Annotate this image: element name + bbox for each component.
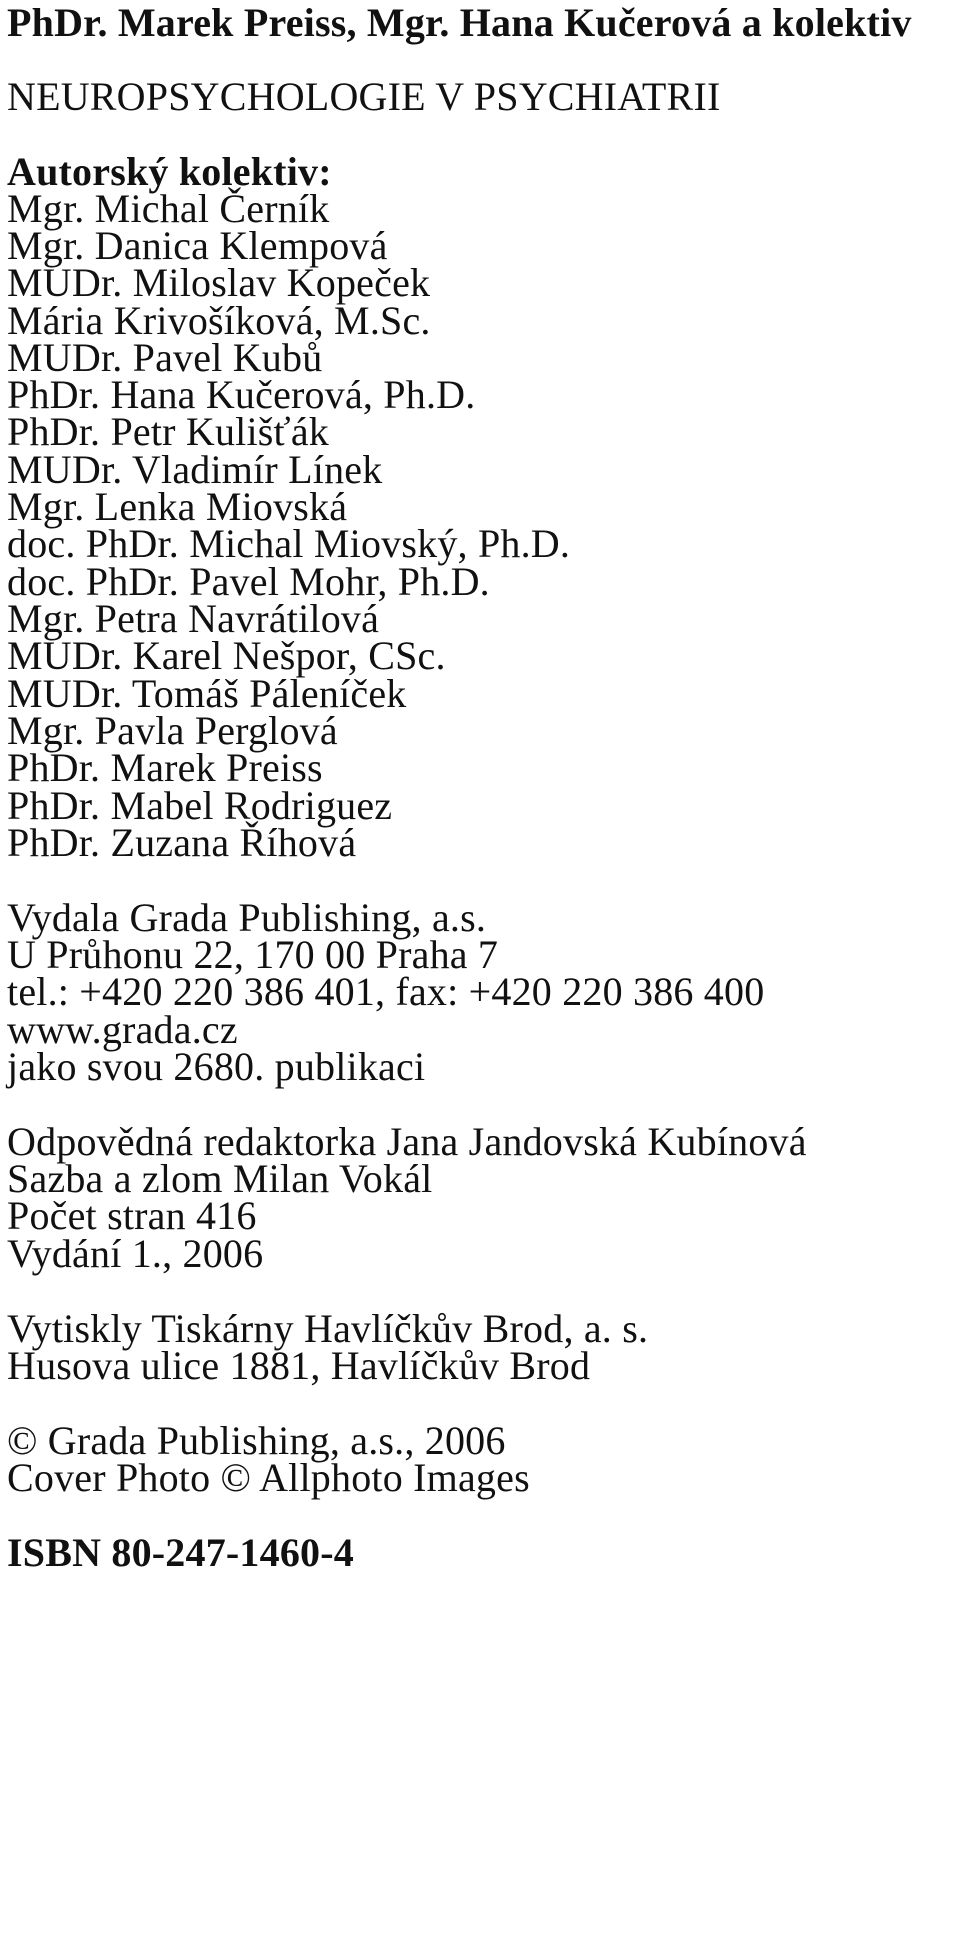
author-team-member: PhDr. Mabel Rodriguez (7, 783, 393, 828)
author-team-member: doc. PhDr. Michal Miovský, Ph.D. (7, 521, 571, 566)
author-team-member: Mgr. Danica Klempová (7, 223, 388, 268)
author-team-member: PhDr. Hana Kučerová, Ph.D. (7, 372, 476, 417)
publisher-copyright: © Grada Publishing, a.s., 2006 (7, 1418, 506, 1463)
author-team-member: doc. PhDr. Pavel Mohr, Ph.D. (7, 559, 490, 604)
author-team-member: PhDr. Marek Preiss (7, 745, 323, 790)
author-team-heading: Autorský kolektiv: (7, 149, 332, 194)
author-team-member: MUDr. Miloslav Kopeček (7, 260, 431, 305)
author-team-member: MUDr. Pavel Kubů (7, 335, 323, 380)
author-team-member: Mgr. Petra Navrátilová (7, 596, 380, 641)
responsible-editor: Odpovědná redaktorka Jana Jandovská Kubínová (7, 1119, 807, 1164)
author-team-member: Mgr. Lenka Miovská (7, 484, 348, 529)
printer-name: Vytiskly Tiskárny Havlíčkův Brod, a. s. (7, 1306, 649, 1351)
author-team-member: Mgr. Pavla Perglová (7, 708, 338, 753)
publisher-address: U Průhonu 22, 170 00 Praha 7 (7, 932, 499, 977)
publisher-name: Vydala Grada Publishing, a.s. (7, 895, 487, 940)
publisher-phone: tel.: +420 220 386 401, fax: +420 220 386 400 (7, 969, 765, 1014)
book-title: NEUROPSYCHOLOGIE V PSYCHIATRII (7, 74, 721, 119)
publisher-website: www.grada.cz (7, 1007, 238, 1052)
author-team-member: MUDr. Vladimír Línek (7, 447, 383, 492)
book-authors: PhDr. Marek Preiss, Mgr. Hana Kučerová a kolektiv (7, 0, 912, 45)
isbn: ISBN 80-247-1460-4 (7, 1530, 354, 1575)
printer-address: Husova ulice 1881, Havlíčkův Brod (7, 1343, 591, 1388)
page-count: Počet stran 416 (7, 1193, 257, 1238)
publication-number: jako svou 2680. publikaci (7, 1044, 426, 1089)
author-team-member: MUDr. Karel Nešpor, CSc. (7, 633, 446, 678)
author-team-member: Mária Krivošíková, M.Sc. (7, 298, 431, 343)
author-team-member: Mgr. Michal Černík (7, 186, 330, 231)
author-team-member: PhDr. Zuzana Říhová (7, 820, 357, 865)
typesetting-credit: Sazba a zlom Milan Vokál (7, 1156, 433, 1201)
edition-info: Vydání 1., 2006 (7, 1231, 264, 1276)
author-team-member: MUDr. Tomáš Páleníček (7, 671, 407, 716)
cover-photo-copyright: Cover Photo © Allphoto Images (7, 1455, 530, 1500)
author-team-member: PhDr. Petr Kulišťák (7, 409, 330, 454)
